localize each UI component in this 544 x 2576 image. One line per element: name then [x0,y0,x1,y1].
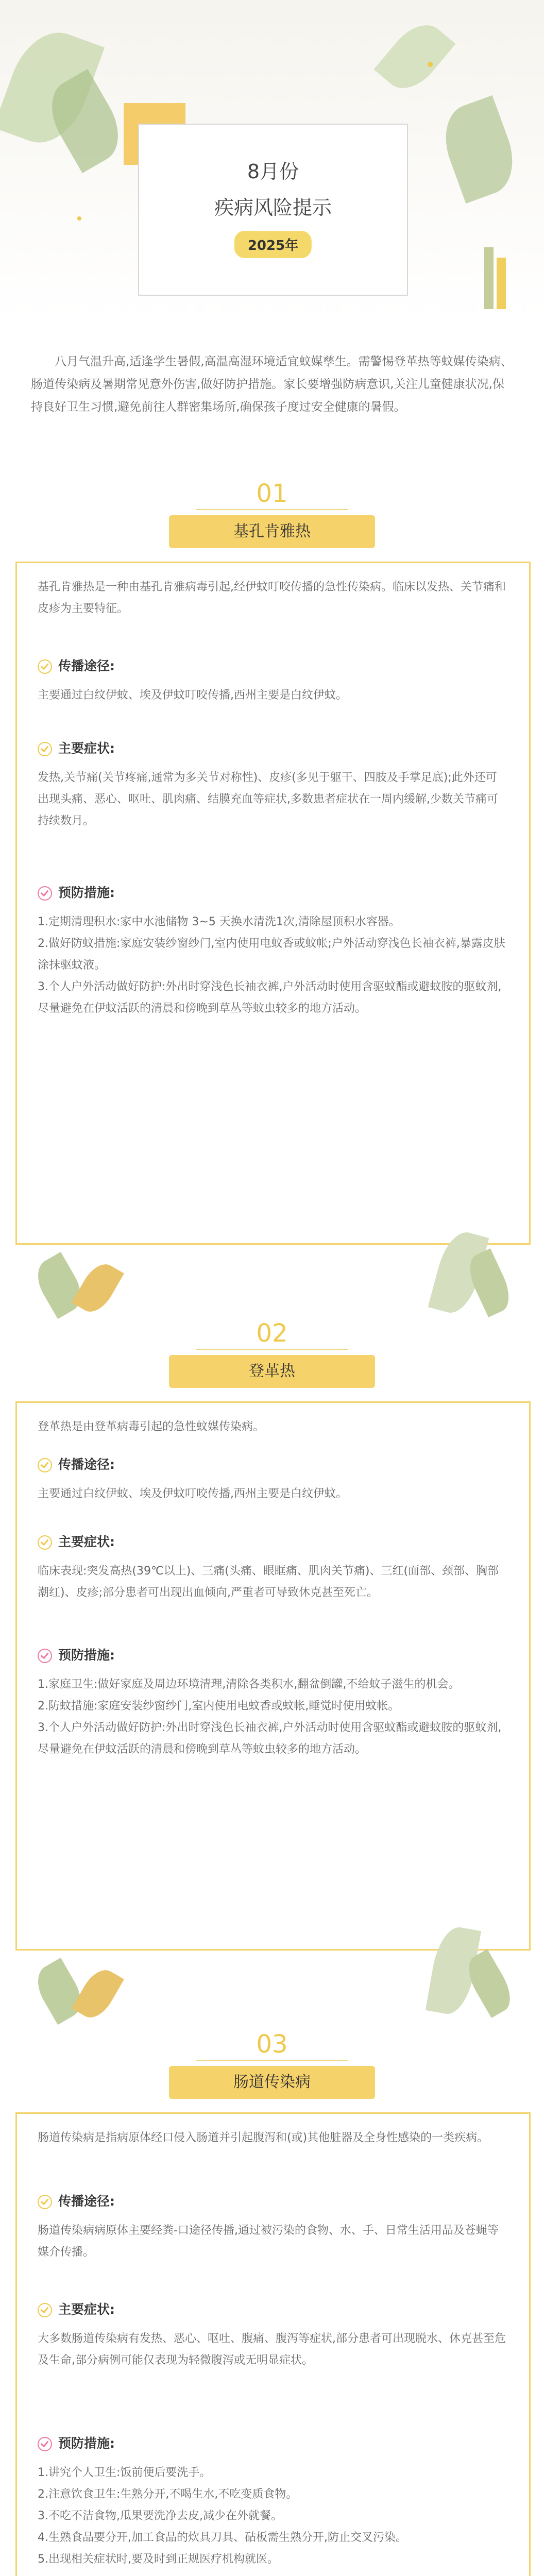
check-circle-icon [38,886,52,901]
item-label [38,738,115,757]
item-text: 肠道传染病病原体主要经粪-口途径传播,通过被污染的食物、水、手、日常生活用品及苍蝇等媒介传播。 [38,2224,499,2259]
check-circle-icon [38,742,52,756]
section-number: 02 [256,1319,288,1348]
header-banner [0,0,544,319]
label-text: 主要症状: [58,741,115,756]
item-text: 临床表现:突发高热(39℃以上)、三痛(头痛、眼眶痛、肌肉关节痛)、三红(面部、颈部、胸部潮红)、皮疹;部分患者可出现出血倾向,严重者可导致休克甚至死亡。 [38,1565,499,1599]
leaf-decoration [72,1258,124,1318]
section-description: 基孔肯雅热是一种由基孔肯雅病毒引起,经伊蚊叮咬传播的急性传染病。临床以发热、关节痛和皮疹为主要特征。 [38,581,506,615]
section-card [15,562,531,1245]
item-text: 1.家庭卫生:做好家庭及周边环境清理,清除各类积水,翻盆倒罐,不给蚊子滋生的机会。 2.防蚊措施:家庭安装纱窗纱门,室内使用电蚊香或蚊帐,睡觉时使用蚊帐。 3.个人户外活动做好防护:外出时穿浅色长袖衣裤,户外活动时使用含驱蚊酯或避蚊胺的驱蚊剂,尽量避免在伊蚊活跃的清晨和傍晚到草丛等蚊虫较多的地方活动。 [38,1678,502,1756]
label-text: 主要症状: [58,2302,115,2317]
label-text: 传播途径: [58,1457,115,1472]
item-label [38,656,115,674]
dot [77,216,81,221]
item-text: 大多数肠道传染病有发热、恶心、呕吐、腹痛、腹泻等症状,部分患者可出现脱水、休克甚至危及生命,部分病例可能仅表现为轻微腹泻或无明显症状。 [38,2332,506,2367]
title-month: 8月份 [247,160,299,183]
section-divider [196,2060,348,2061]
leaf-decoration [29,1252,89,1319]
green-bar [484,247,494,309]
section-description: 肠道传染病是指病原体经口侵入肠道并引起腹泻和(或)其他脏器及全身性感染的一类疾病。 [38,2131,489,2144]
item-text: 主要通过白纹伊蚊、埃及伊蚊叮咬传播,西州主要是白纹伊蚊。 [38,1487,347,1500]
item-text: 1.讲究个人卫生:饭前便后要洗手。 2.注意饮食卫生:生熟分开,不喝生水,不吃变质食物。 3.不吃不洁食物,瓜果要洗净去皮,减少在外就餐。 4.生熟食品要分开,加工食品的炊具刀具、砧板需生熟分开,防止交叉污染。 5.出现相关症状时,要及时到正规医疗机构就医。 [38,2466,407,2566]
leaf-decoration [434,95,524,204]
section-divider [196,1349,348,1350]
section-title: 肠道传染病 [169,2066,375,2099]
foliage-decoration [402,1922,525,2025]
item-label [38,1454,115,1473]
leaf-decoration [72,1964,124,2024]
section-number: 03 [256,2030,288,2059]
check-circle-icon [38,2195,52,2209]
item-label [38,1645,115,1664]
section-card [15,2112,531,2576]
item-text: 1.定期清理积水:家中水池储物 3~5 天换水清洗1次,清除屋顶积水容器。 2.做好防蚊措施:家庭安装纱窗纱门,室内使用电蚊香或蚊帐;户外活动穿浅色长袖衣裤,暴露皮肤涂抹驱蚊液。 3.个人户外活动做好防护:外出时穿浅色长袖衣裤,户外活动时使用含驱蚊酯或避蚊胺的驱蚊剂,尽量避免在伊蚊活跃的清晨和傍晚到草丛等蚊虫较多的地方活动。 [38,916,505,1015]
section-title: 登革热 [169,1355,375,1388]
foliage-decoration [21,1247,155,1319]
section-description: 登革热是由登革病毒引起的急性蚊媒传染病。 [38,1420,265,1433]
section-dengue [0,1319,544,2092]
foliage-decoration [412,1221,525,1324]
check-circle-icon [38,2437,52,2451]
item-label [38,883,115,901]
leaf-decoration [29,1958,89,2025]
check-circle-icon [38,659,52,674]
section-number: 01 [256,479,288,508]
check-circle-icon [38,1649,52,1663]
check-circle-icon [38,2303,52,2317]
label-text: 主要症状: [58,1534,115,1549]
item-label [38,2433,115,2452]
leaf-decoration [374,14,456,99]
page-title: 疾病风险提示 [214,196,332,219]
title-card [138,124,408,296]
item-label [38,2299,115,2318]
label-text: 预防措施: [58,2436,115,2451]
intro-paragraph: 八月气温升高,适逢学生暑假,高温高湿环境适宜蚊媒孳生。需警惕登革热等蚊媒传染病、肠道传染病及暑期常见意外伤害,做好防护措施。家长要增强防病意识,关注儿童健康状况,保持良好卫生习惯,避免前往人群密集场所,确保孩子度过安全健康的暑假。 [31,355,513,414]
label-text: 预防措施: [58,885,115,900]
foliage-decoration [21,1953,155,2025]
yellow-bar [497,258,506,309]
year-badge: 2025年 [234,231,312,258]
item-label [38,1532,115,1550]
check-circle-icon [38,1535,52,1550]
section-intestinal [0,2030,544,2576]
item-text: 主要通过白纹伊蚊、埃及伊蚊叮咬传播,西州主要是白纹伊蚊。 [38,689,347,702]
check-circle-icon [38,1458,52,1472]
section-divider [196,509,348,510]
item-label [38,2191,115,2210]
label-text: 传播途径: [58,2194,115,2209]
label-text: 传播途径: [58,658,115,673]
dot [428,62,433,67]
section-card [15,1401,531,1951]
label-text: 预防措施: [58,1648,115,1663]
item-text: 发热,关节痛(关节疼痛,通常为多关节对称性)、皮疹(多见于躯干、四肢及手掌足底);此外还可出现头痛、恶心、呕吐、肌肉痛、结膜充血等症状,多数患者症状在一周内缓解,少数关节痛可持续数月。 [38,771,498,827]
section-title: 基孔肯雅热 [169,515,375,548]
